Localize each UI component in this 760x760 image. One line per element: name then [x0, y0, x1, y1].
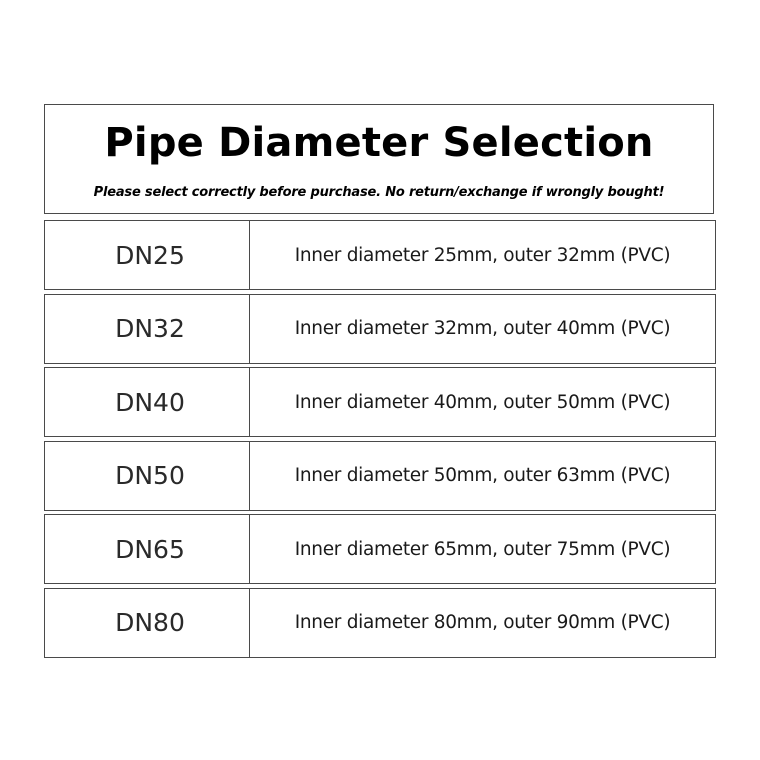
- page-subtitle: Please select correctly before purchase. No return/exchange if wrongly bought!: [93, 185, 665, 200]
- table-row: [44, 514, 716, 584]
- size-code-cell: DN40: [45, 368, 250, 436]
- size-code-cell: DN80: [45, 589, 250, 657]
- size-description-cell: Inner diameter 32mm, outer 40mm (PVC): [294, 318, 671, 339]
- size-description-cell: Inner diameter 65mm, outer 75mm (PVC): [294, 538, 671, 560]
- diameter-table: [44, 220, 716, 661]
- size-code-cell: DN32: [45, 295, 250, 363]
- table-row: [44, 294, 716, 364]
- table-row: [44, 588, 716, 658]
- table-row: [44, 367, 716, 437]
- table-row: [44, 220, 716, 290]
- page-title: Pipe Diameter Selection: [104, 120, 654, 166]
- size-code-cell: DN25: [45, 221, 250, 289]
- size-description-cell: Inner diameter 80mm, outer 90mm (PVC): [294, 612, 671, 633]
- table-row: [44, 441, 716, 511]
- size-description-cell: Inner diameter 50mm, outer 63mm (PVC): [294, 465, 671, 486]
- header-box: [44, 104, 714, 214]
- size-code-cell: DN50: [45, 442, 250, 510]
- size-code-cell: DN65: [45, 515, 250, 583]
- size-description-cell: Inner diameter 25mm, outer 32mm (PVC): [294, 244, 671, 266]
- size-description-cell: Inner diameter 40mm, outer 50mm (PVC): [294, 391, 671, 413]
